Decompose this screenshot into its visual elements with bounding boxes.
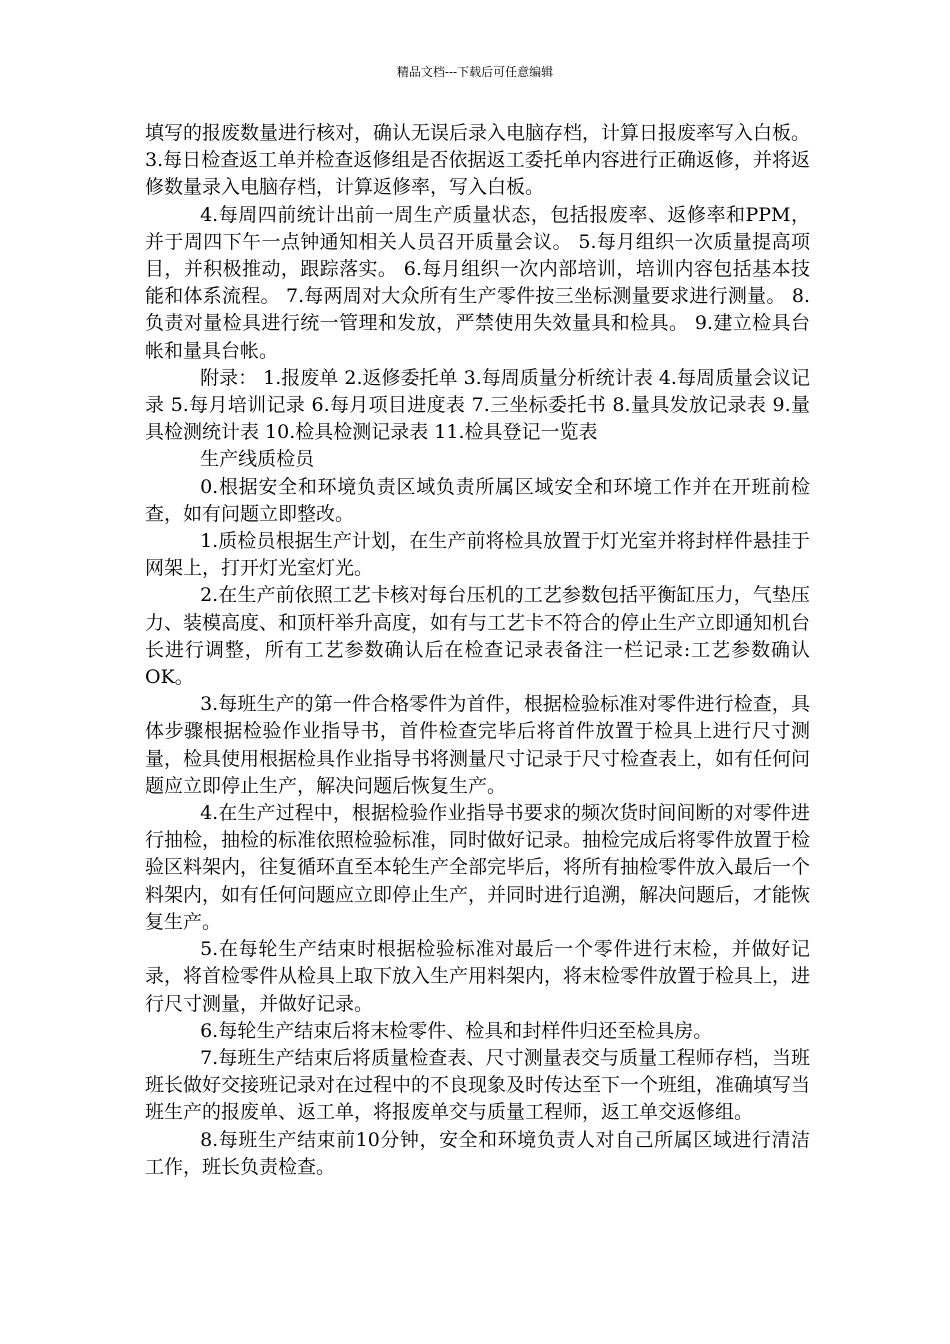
paragraph-1: 填写的报废数量进行核对，确认无误后录入电脑存档，计算日报废率写入白板。 3.每日检查返工单并检查返修组是否依据返工委托单内容进行正确返修，并将返修数量录入电脑存档，计算返修率，写入白板。 <box>145 122 811 199</box>
paragraph-step-7: 7.每班生产结束后将质量检查表、尺寸测量表交与质量工程师存档，当班班长做好交接班记录对在过程中的不良现象及时传达至下一个班组，准确填写当班生产的报废单、返工单，将报废单交与质量工程师，返工单交返修组。 <box>145 1046 811 1124</box>
page-header: 精品文档---下载后可任意编辑 <box>396 65 554 79</box>
paragraph-step-5: 5.在每轮生产结束时根据检验标准对最后一个零件进行末检，并做好记录，将首检零件从检具上取下放入生产用料架内，将末检零件放置于检具上，进行尺寸测量，并做好记录。 <box>145 938 811 1015</box>
appendix-paragraph: 附录： 1.报废单 2.返修委托单 3.每周质量分析统计表 4.每周质量会议记录 5.每月培训记录 6.每月项目进度表 7.三坐标委托书 8.量具发放记录表 9.量具检测统计表 10.检具检测记录表 11.检具登记一览表 <box>145 366 810 444</box>
paragraph-step-6: 6.每轮生产结束后将末检零件、检具和封样件归还至检具房。 <box>200 1019 713 1042</box>
paragraph-2: 4.每周四前统计出前一周生产质量状态，包括报废率、返修率和PPM，并于周四下午一点钟通知相关人员召开质量会议。 5.每月组织一次质量提高项目，并积极推动，跟踪落实。 6.每月组织一次内部培训，培训内容包括基本技能和体系流程。 7.每两周对大众所有生产零件按三坐标测量要求进行测量。 8.负责对量检具进行统一管理和发放，严禁使用失效量具和检具。 9.建立检具台帐和量具台帐。 <box>145 203 810 362</box>
paragraph-step-1: 1.质检员根据生产计划，在生产前将检具放置于灯光室并将封样件悬挂于网架上，打开灯光室灯光。 <box>145 530 810 580</box>
paragraph-step-3: 3.每班生产的第一件合格零件为首件，根据检验标准对零件进行检查，具体步骤根据检验作业指导书，首件检查完毕后将首件放置于检具上进行尺寸测量，检具使用根据检具作业指导书将测量尺寸记录于尺寸检查表上，如有任何问题应立即停止生产，解决问题后恢复生产。 <box>145 693 811 797</box>
paragraph-step-4: 4.在生产过程中，根据检验作业指导书要求的频次货时间间断的对零件进行抽检，抽检的标准依照检验标准，同时做好记录。抽检完成后将零件放置于检验区料架内，往复循环直至本轮生产全部完毕后，将所有抽检零件放入最后一个料架内，如有任何问题应立即停止生产，并同时进行追溯，解决问题后，才能恢复生产。 <box>145 802 811 933</box>
paragraph-step-8: 8.每班生产结束前10分钟，安全和环境负责人对自己所属区域进行清洁工作，班长负责检查。 <box>145 1128 810 1178</box>
document-body <box>145 120 810 1181</box>
section-heading: 生产线质检员 <box>200 448 315 471</box>
paragraph-step-0: 0.根据安全和环境负责区域负责所属区域安全和环境工作并在开班前检查，如有问题立即整改。 <box>145 475 810 525</box>
paragraph-step-2: 2.在生产前依照工艺卡核对每台压机的工艺参数包括平衡缸压力，气垫压力、装模高度、和顶杆举升高度，如有与工艺卡不符合的停止生产立即通知机台长进行调整，所有工艺参数确认后在检查记录表备注一栏记录:工艺参数确认OK。 <box>145 584 811 689</box>
